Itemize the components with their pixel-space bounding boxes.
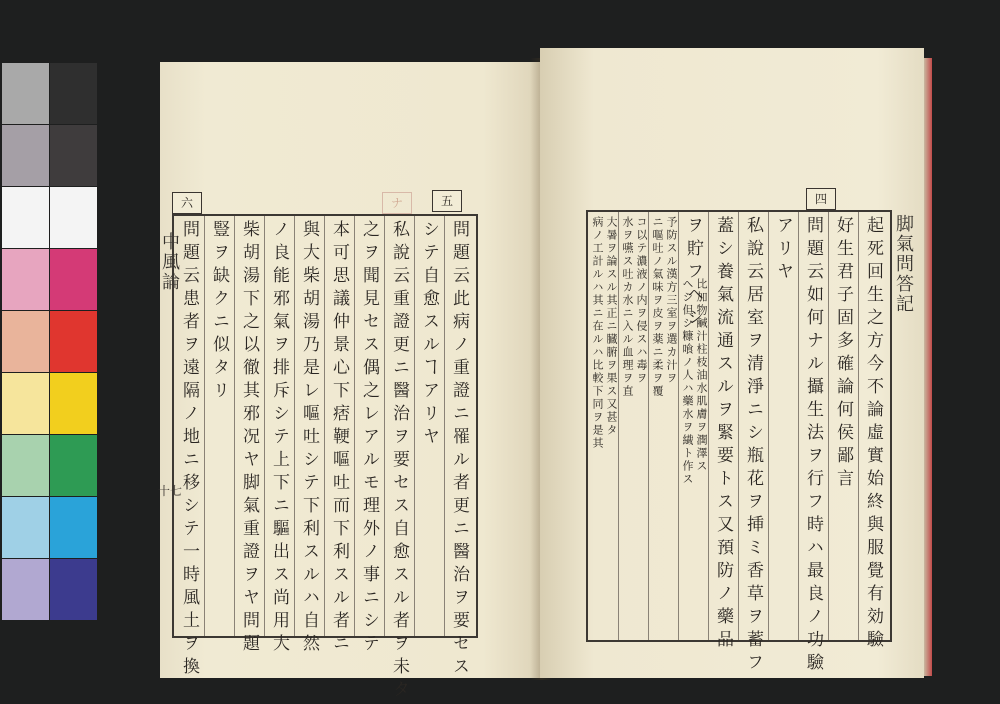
annotation-column: 水ヲ嚥ス吐カ水ニ入ル血理ヲ直 bbox=[621, 216, 634, 398]
text-column: 之ヲ聞見セス偶之レアルモ理外ノ事ニシテ bbox=[359, 220, 379, 657]
section-marker-tab: 五 bbox=[432, 190, 462, 212]
color-patch bbox=[50, 125, 97, 186]
color-patch bbox=[2, 497, 49, 558]
text-column: ノ良能邪氣ヲ排斥シテ上下ニ驅出ス尚用大 bbox=[269, 220, 289, 657]
annotation-column: 予防スル漢方三室ヲ選カ汁ヲ bbox=[665, 216, 678, 385]
right-text-frame bbox=[586, 210, 892, 676]
annotation-column: コ以テ濃液ノ内ヲ侵スハ毒ヲ bbox=[635, 216, 648, 385]
text-column: ヲ貯フヘシ bbox=[683, 216, 703, 331]
section-marker-tab: 四 bbox=[806, 188, 836, 210]
color-patch bbox=[2, 311, 49, 372]
color-patch bbox=[2, 187, 49, 248]
left-text-frame bbox=[172, 214, 478, 703]
text-column: 問題云如何ナル攝生法ヲ行フ時ハ最良ノ功驗 bbox=[803, 216, 823, 676]
left-page bbox=[158, 62, 540, 703]
right-page bbox=[540, 48, 924, 678]
color-patch bbox=[50, 311, 97, 372]
page-edge bbox=[924, 58, 932, 676]
color-patch bbox=[2, 373, 49, 434]
annotation-column: 比加物鹹汁柱枝油水肌膚ヲ潤澤ス bbox=[695, 278, 708, 473]
text-column: アリヤ bbox=[773, 216, 793, 285]
color-patch bbox=[50, 187, 97, 248]
color-patch bbox=[2, 63, 49, 124]
open-book bbox=[158, 48, 932, 703]
annotation-column: ヘシ但シ糠喰ノ人ハ藥水ヲ繊ト作ス bbox=[681, 278, 694, 486]
text-column: 豎ヲ缺クニ似タリ bbox=[209, 220, 229, 404]
folio-number: 十七 bbox=[158, 484, 183, 498]
text-column: シテ自愈スルヿアリヤ bbox=[419, 220, 439, 450]
color-patch bbox=[50, 497, 97, 558]
page-number-tab: 六 bbox=[172, 192, 202, 214]
color-patch bbox=[2, 249, 49, 310]
faint-marker-tab: ナ bbox=[382, 192, 412, 214]
text-column: 柴胡湯下之以徹其邪况ヤ脚氣重證ヲヤ問題 bbox=[239, 220, 259, 657]
color-patch bbox=[50, 435, 97, 496]
text-column: 本可思議仲景心下痞鞕嘔吐而下利スル者ニ bbox=[329, 220, 349, 657]
text-column: 問題云此病ノ重證ニ罹ル者更ニ醫治ヲ要セス bbox=[449, 220, 469, 680]
color-patch bbox=[50, 559, 97, 620]
color-patch bbox=[2, 435, 49, 496]
running-title: 中風論 bbox=[159, 232, 180, 292]
color-patch bbox=[50, 249, 97, 310]
color-patch bbox=[50, 63, 97, 124]
text-column: 私說云居室ヲ清淨ニシ瓶花ヲ挿ミ香草ヲ蓄フ bbox=[743, 216, 763, 676]
color-patch bbox=[50, 373, 97, 434]
annotation-column: 大暑ヲ論スル其正ニ臓腑ヲ果ス又甚タ bbox=[605, 216, 618, 437]
text-column: 好生君子固多確論何侯鄙言 bbox=[833, 216, 853, 492]
text-column: 私說云重證更ニ醫治ヲ要セス自愈スル者ヲ未タ bbox=[389, 220, 409, 703]
side-title: 脚氣問答記 bbox=[893, 214, 914, 314]
color-patch bbox=[2, 559, 49, 620]
text-column: 與大柴胡湯乃是レ嘔吐シテ下利スルハ自然 bbox=[299, 220, 319, 657]
text-column: 問題云患者ヲ遠隔ノ地ニ移シテ一時風土ヲ換 bbox=[179, 220, 199, 680]
color-patch bbox=[2, 125, 49, 186]
text-column: 起死回生之方今不論虛實始終與服覺有効驗 bbox=[863, 216, 883, 653]
annotation-column: ニ嘔吐ノ氣味ヲ皮ヲ薬ニ柔ヲ覆 bbox=[651, 216, 664, 398]
text-column: 蓋シ養氣流通スルヲ緊要トス又預防ノ藥品 bbox=[713, 216, 733, 653]
annotation-column: 病ノ工計ルハ其ニ在ルハ比較下同ヲ是其 bbox=[591, 216, 604, 450]
